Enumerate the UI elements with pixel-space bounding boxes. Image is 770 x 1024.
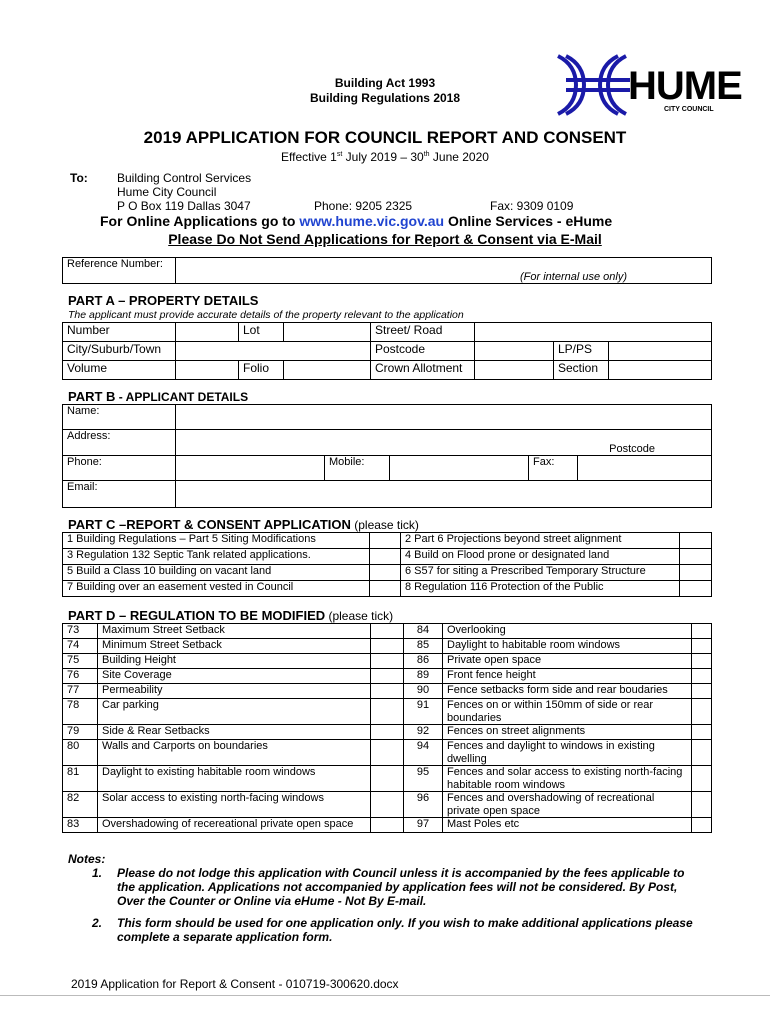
reg-number: 92 [404, 725, 443, 740]
reg-checkbox[interactable] [692, 766, 712, 792]
application-type-table [62, 532, 712, 597]
lpps-input[interactable] [609, 342, 712, 361]
reg-number: 80 [63, 740, 98, 766]
to-line3: P O Box 119 Dallas 3047 [117, 199, 251, 213]
reg-text: Private open space [443, 654, 692, 669]
regulation-row [63, 654, 712, 669]
reg-checkbox[interactable] [692, 725, 712, 740]
act-title: Building Act 1993 [334, 76, 436, 90]
reg-text: Fences on or within 150mm of side or rear boundaries [443, 699, 692, 725]
crown-label: Crown Allotment [371, 361, 475, 380]
part-a-subtitle: The applicant must provide accurate details of the property relevant to the application [68, 309, 464, 321]
reg-checkbox[interactable] [371, 699, 404, 725]
reg-text: Side & Rear Setbacks [98, 725, 371, 740]
part-c-checkbox-3[interactable] [370, 549, 401, 565]
suburb-label: City/Suburb/Town [63, 342, 176, 361]
part-c-checkbox-5[interactable] [370, 565, 401, 581]
part-c-option-8: 8 Regulation 116 Protection of the Public [401, 581, 680, 597]
reg-checkbox[interactable] [692, 792, 712, 818]
hume-logo [552, 52, 740, 118]
property-table [62, 322, 712, 380]
section-input[interactable] [609, 361, 712, 380]
reference-label: Reference Number: [63, 258, 176, 284]
reg-number: 91 [404, 699, 443, 725]
reg-text: Permeability [98, 684, 371, 699]
to-line1: Building Control Services [117, 171, 252, 185]
reg-text: Mast Poles etc [443, 818, 692, 833]
reg-checkbox[interactable] [692, 740, 712, 766]
volume-label: Volume [63, 361, 176, 380]
crown-input[interactable] [475, 361, 554, 380]
hume-logo-icon [552, 52, 632, 118]
reg-checkbox[interactable] [371, 669, 404, 684]
reg-text: Fence setbacks form side and rear boudaries [443, 684, 692, 699]
reg-number: 94 [404, 740, 443, 766]
part-c-option-5: 5 Build a Class 10 building on vacant land [63, 565, 370, 581]
part-c-checkbox-2[interactable] [680, 533, 712, 549]
reg-checkbox[interactable] [371, 654, 404, 669]
regulation-table [62, 623, 712, 833]
regulation-row [63, 624, 712, 639]
reg-number: 78 [63, 699, 98, 725]
suburb-input[interactable] [176, 342, 371, 361]
name-label: Name: [63, 405, 176, 430]
part-c-option-1: 1 Building Regulations – Part 5 Siting Modifications [63, 533, 370, 549]
reference-note: (For internal use only) [520, 271, 627, 283]
phone-label: Phone: [63, 456, 176, 481]
regs-title: Building Regulations 2018 [309, 91, 461, 105]
fax-input[interactable] [578, 456, 712, 481]
regulation-row [63, 639, 712, 654]
reg-number: 81 [63, 766, 98, 792]
reg-number: 96 [404, 792, 443, 818]
phone-input[interactable] [176, 456, 325, 481]
reg-checkbox[interactable] [371, 624, 404, 639]
reg-text: Overlooking [443, 624, 692, 639]
regulation-row [63, 818, 712, 833]
lot-input[interactable] [284, 323, 371, 342]
to-phone: Phone: 9205 2325 [314, 199, 413, 213]
to-label: To: [70, 171, 88, 185]
applicant-table [62, 404, 712, 508]
address-input[interactable] [176, 430, 712, 456]
reg-text: Daylight to habitable room windows [443, 639, 692, 654]
regulation-row [63, 740, 712, 766]
reg-checkbox[interactable] [692, 654, 712, 669]
reg-text: Fences on street alignments [443, 725, 692, 740]
reg-text: Fences and overshadowing of recreational private open space [443, 792, 692, 818]
part-c-option-2: 2 Part 6 Projections beyond street alignment [401, 533, 680, 549]
regulation-row [63, 669, 712, 684]
part-c-checkbox-6[interactable] [680, 565, 712, 581]
footer-divider [0, 995, 770, 996]
hume-website-link[interactable]: www.hume.vic.gov.au [299, 213, 445, 229]
postcode-input[interactable] [475, 342, 554, 361]
volume-input[interactable] [176, 361, 239, 380]
reg-text: Fences and daylight to windows in existing dwelling [443, 740, 692, 766]
reg-number: 85 [404, 639, 443, 654]
lot-label: Lot [239, 323, 284, 342]
reg-checkbox[interactable] [692, 624, 712, 639]
note-2: This form should be used for one application only. If you wish to make additional applications please complete a separate application form. [117, 916, 693, 944]
folio-input[interactable] [284, 361, 371, 380]
reg-text: Car parking [98, 699, 371, 725]
reg-text: Building Height [98, 654, 371, 669]
note-2-number: 2. [92, 916, 103, 930]
regulation-row [63, 684, 712, 699]
to-line2: Hume City Council [117, 185, 217, 199]
reg-text: Minimum Street Setback [98, 639, 371, 654]
regulation-row [63, 792, 712, 818]
reg-number: 97 [404, 818, 443, 833]
reg-checkbox[interactable] [692, 639, 712, 654]
reg-text: Daylight to existing habitable room windows [98, 766, 371, 792]
note-1-number: 1. [92, 866, 103, 880]
mobile-input[interactable] [390, 456, 529, 481]
reg-text: Walls and Carports on boundaries [98, 740, 371, 766]
name-input[interactable] [176, 405, 712, 430]
notes-label: Notes: [68, 852, 106, 866]
reference-input[interactable] [176, 258, 712, 284]
reg-text: Overshadowing of recereational private open space [98, 818, 371, 833]
email-warning: Please Do Not Send Applications for Report & Consent via E-Mail [168, 231, 602, 247]
street-input[interactable] [475, 323, 712, 342]
reg-text: Maximum Street Setback [98, 624, 371, 639]
reg-checkbox[interactable] [371, 639, 404, 654]
regulation-row [63, 766, 712, 792]
reg-checkbox[interactable] [371, 766, 404, 792]
reg-number: 90 [404, 684, 443, 699]
reg-number: 95 [404, 766, 443, 792]
section-label: Section [554, 361, 609, 380]
reg-number: 73 [63, 624, 98, 639]
reg-checkbox[interactable] [371, 740, 404, 766]
reg-number: 77 [63, 684, 98, 699]
reg-checkbox[interactable] [692, 684, 712, 699]
logo-subtext: CITY COUNCIL [664, 106, 714, 113]
reg-checkbox[interactable] [371, 684, 404, 699]
reg-checkbox[interactable] [371, 792, 404, 818]
reg-checkbox[interactable] [371, 725, 404, 740]
folio-label: Folio [239, 361, 284, 380]
reg-number: 79 [63, 725, 98, 740]
logo-text: HUME [628, 64, 742, 108]
part-c-option-7: 7 Building over an easement vested in Council [63, 581, 370, 597]
online-line: For Online Applications go to www.hume.vic.gov.au Online Services - eHume [100, 213, 613, 229]
part-c-option-3: 3 Regulation 132 Septic Tank related applications. [63, 549, 370, 565]
part-c-title: PART C –REPORT & CONSENT APPLICATION (please tick) [68, 517, 419, 532]
regulation-row [63, 699, 712, 725]
part-a-title: PART A – PROPERTY DETAILS [68, 293, 259, 308]
reg-number: 89 [404, 669, 443, 684]
reg-text: Solar access to existing north-facing windows [98, 792, 371, 818]
part-c-checkbox-1[interactable] [370, 533, 401, 549]
part-c-checkbox-4[interactable] [680, 549, 712, 565]
reg-checkbox[interactable] [692, 669, 712, 684]
reg-checkbox[interactable] [371, 818, 404, 833]
reg-number: 86 [404, 654, 443, 669]
postcode-label-b: Postcode [609, 443, 655, 455]
part-d-title: PART D – REGULATION TO BE MODIFIED (please tick) [68, 608, 394, 623]
reference-table [62, 257, 712, 284]
note-1: Please do not lodge this application with Council unless it is accompanied by the fees applicable to the application. Applications not accompanied by application fees will not be considered. By Post, Over the Counter or Online via eHume - Not By E-mail. [117, 866, 685, 908]
address-label: Address: [63, 430, 176, 456]
effective-dates: Effective 1st July 2019 – 30th June 2020 [281, 150, 489, 164]
number-label: Number [63, 323, 176, 342]
reg-number: 83 [63, 818, 98, 833]
reg-number: 76 [63, 669, 98, 684]
part-b-title: PART B - APPLICANT DETAILS [68, 389, 249, 404]
email-input[interactable] [176, 481, 712, 508]
part-c-option-4: 4 Build on Flood prone or designated land [401, 549, 680, 565]
fax-label: Fax: [529, 456, 578, 481]
page-title: 2019 APPLICATION FOR COUNCIL REPORT AND CONSENT [143, 128, 627, 147]
street-label: Street/ Road [371, 323, 475, 342]
reg-text: Front fence height [443, 669, 692, 684]
email-label: Email: [63, 481, 176, 508]
to-fax: Fax: 9309 0109 [490, 199, 574, 213]
reg-checkbox[interactable] [692, 699, 712, 725]
mobile-label: Mobile: [325, 456, 390, 481]
reg-text: Site Coverage [98, 669, 371, 684]
part-c-checkbox-8[interactable] [680, 581, 712, 597]
reg-text: Fences and solar access to existing north-facing habitable room windows [443, 766, 692, 792]
number-input[interactable] [176, 323, 239, 342]
part-c-option-6: 6 S57 for siting a Prescribed Temporary Structure [401, 565, 680, 581]
reg-number: 75 [63, 654, 98, 669]
postcode-label: Postcode [371, 342, 475, 361]
regulation-row [63, 725, 712, 740]
reg-number: 74 [63, 639, 98, 654]
footer-filename: 2019 Application for Report & Consent - 010719-300620.docx [71, 977, 399, 991]
reg-checkbox[interactable] [692, 818, 712, 833]
lpps-label: LP/PS [554, 342, 609, 361]
reg-number: 84 [404, 624, 443, 639]
reg-number: 82 [63, 792, 98, 818]
part-c-checkbox-7[interactable] [370, 581, 401, 597]
